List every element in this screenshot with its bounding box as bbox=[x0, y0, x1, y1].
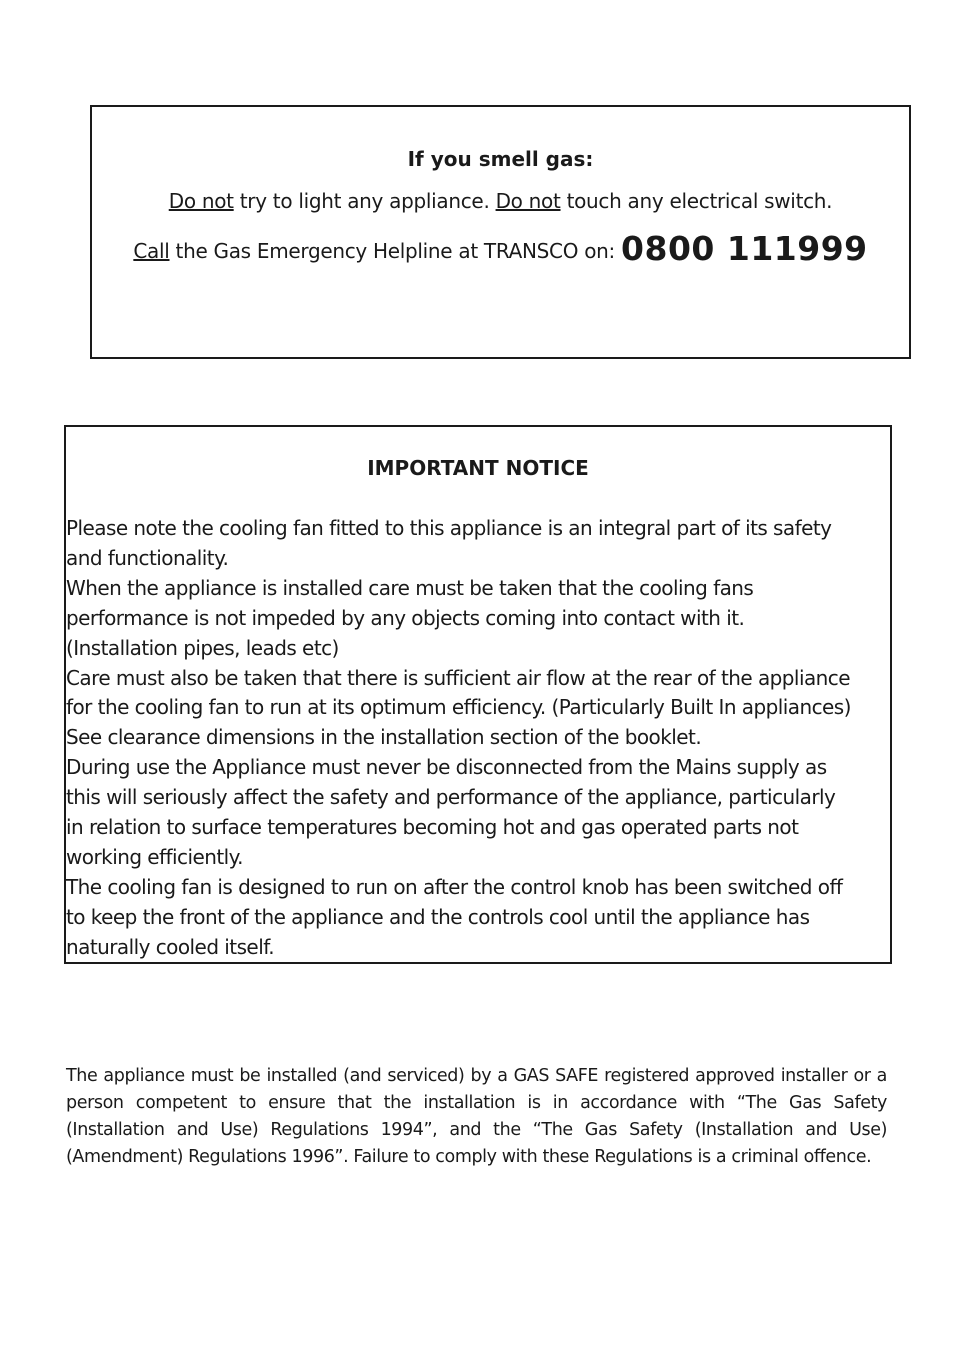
gas-warning-line-2 bbox=[92, 229, 909, 268]
notice-line: working efficiently. bbox=[66, 844, 243, 869]
notice-line: to keep the front of the appliance and the controls cool until the appliance has bbox=[66, 904, 810, 929]
installation-regulations-paragraph: The appliance must be installed (and serviced) by a GAS SAFE registered approved installer or a person competent to ensure that the installation is in accordance with “The Gas Safety (Installation and Use) Regulations 1994”, and the “The Gas Safety (Installation and Use) (Amendment) Regulations 1996”. Failure to comply with these Regulations is a criminal offence. bbox=[66, 1066, 887, 1167]
notice-line: When the appliance is installed care must be taken that the cooling fans bbox=[66, 575, 754, 600]
notice-line: for the cooling fan to run at its optimum efficiency. (Particularly Built In appliances) bbox=[66, 695, 851, 720]
call-label: Call bbox=[133, 239, 170, 263]
notice-line: in relation to surface temperatures becoming hot and gas operated parts not bbox=[66, 815, 799, 840]
notice-line: See clearance dimensions in the installation section of the booklet. bbox=[66, 725, 702, 750]
gas-warning-text-1a: try to light any appliance. bbox=[233, 189, 496, 213]
notice-line: During use the Appliance must never be disconnected from the Mains supply as bbox=[66, 755, 827, 780]
gas-warning-text-2: the Gas Emergency Helpline at TRANSCO on: bbox=[169, 239, 622, 263]
important-notice-title: IMPORTANT NOTICE bbox=[367, 456, 589, 480]
notice-line: (Installation pipes, leads etc) bbox=[66, 635, 339, 660]
notice-line: Please note the cooling fan fitted to this appliance is an integral part of its safety bbox=[66, 516, 832, 540]
gas-warning-line-1 bbox=[92, 189, 909, 213]
emergency-phone-number: 0800 111999 bbox=[621, 229, 868, 268]
gas-warning-text-1b: touch any electrical switch. bbox=[560, 189, 833, 213]
do-not-label-2: Do not bbox=[495, 189, 561, 213]
notice-line: naturally cooled itself. bbox=[66, 934, 275, 959]
notice-line: and functionality. bbox=[66, 545, 229, 570]
gas-warning-title: If you smell gas: bbox=[407, 147, 594, 171]
notice-line: this will seriously affect the safety and performance of the appliance, particularly bbox=[66, 785, 836, 810]
notice-line: Care must also be taken that there is sufficient air flow at the rear of the appliance bbox=[66, 665, 850, 690]
do-not-label-1: Do not bbox=[168, 189, 234, 213]
notice-line: performance is not impeded by any objects coming into contact with it. bbox=[66, 605, 745, 630]
gas-warning-box bbox=[90, 105, 911, 359]
notice-line: The cooling fan is designed to run on after the control knob has been switched off bbox=[66, 874, 843, 899]
important-notice-body bbox=[66, 514, 890, 963]
important-notice-box bbox=[64, 425, 892, 964]
